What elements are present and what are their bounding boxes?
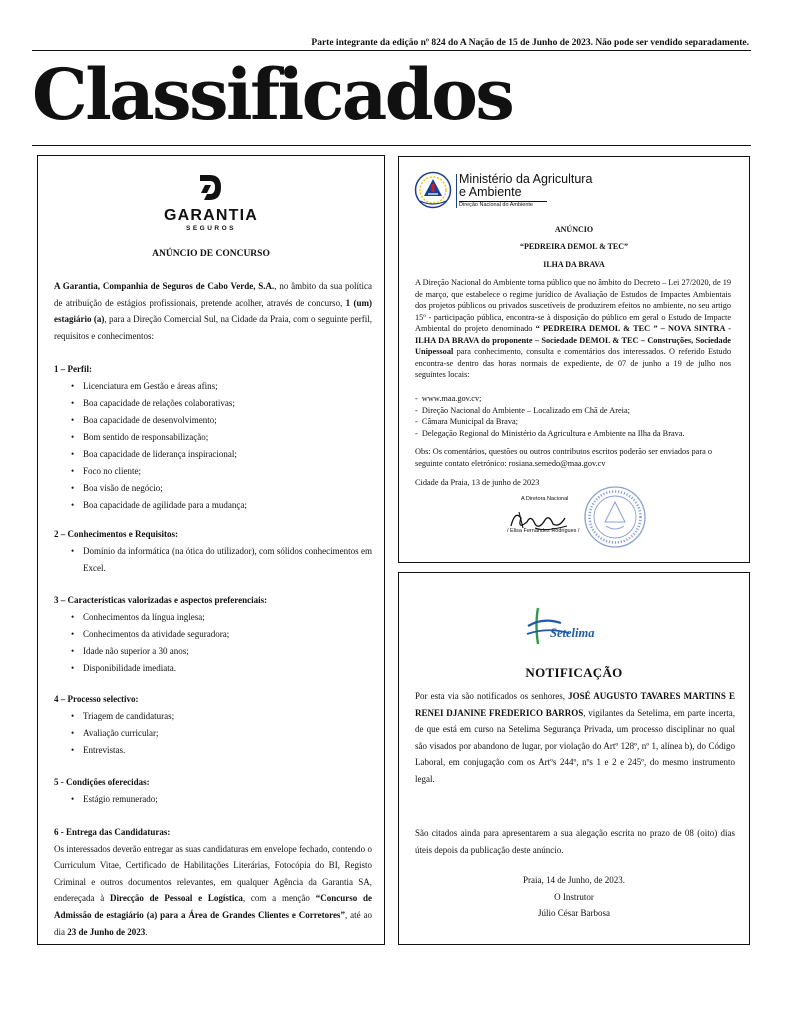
edition-note: Parte integrante da edição nº 824 do A Nação de 15 de Junho de 2023. Não pode ser vendido separadamente. bbox=[311, 38, 749, 48]
garantia-intro bbox=[54, 278, 372, 344]
cape-verde-emblem-icon bbox=[414, 171, 452, 209]
conditions-list bbox=[54, 791, 372, 808]
garantia-brand-sub: SEGUROS bbox=[185, 225, 236, 232]
garantia-section-3 bbox=[54, 592, 372, 677]
list-item: • Licenciatura em Gestão e áreas afins; bbox=[54, 378, 372, 395]
ministerio-project: “PEDREIRA DEMOL & TEC” bbox=[519, 242, 629, 251]
list-item: • Conhecimentos da atividade seguradora; bbox=[54, 626, 372, 643]
setelima-body bbox=[415, 688, 735, 788]
setelima-signoff bbox=[399, 872, 749, 922]
list-item: - www.maa.gov.cv; bbox=[415, 393, 731, 405]
garantia-section-5 bbox=[54, 774, 372, 808]
garantia-section-1 bbox=[54, 361, 372, 514]
list-item: • Avaliação curricular; bbox=[54, 725, 372, 742]
setelima-title: NOTIFICAÇÃO bbox=[525, 665, 623, 680]
list-item: • Estágio remunerado; bbox=[54, 791, 372, 808]
list-item: • Boa capacidade de desenvolvimento; bbox=[54, 412, 372, 429]
garantia-section-6 bbox=[54, 824, 372, 940]
setelima-signer: Júlio César Barbosa bbox=[538, 908, 610, 919]
setelima-date: Praia, 14 de Junho, de 2023. bbox=[523, 875, 625, 885]
list-item: • Boa capacidade de liderança inspiracional; bbox=[54, 446, 372, 463]
submission-deadline: 23 de Junho de 2023 bbox=[67, 926, 146, 937]
garantia-ad bbox=[37, 155, 385, 945]
preferences-list bbox=[54, 609, 372, 677]
list-item: • Idade não superior a 30 anos; bbox=[54, 643, 372, 660]
masthead-rule bbox=[32, 145, 751, 146]
setelima-body-text-1: Por esta via são notificados os senhores, bbox=[415, 691, 569, 701]
ministerio-name bbox=[459, 173, 592, 199]
garantia-logo-icon bbox=[198, 172, 224, 204]
garantia-intro-company: A Garantia, Companhia de Seguros de Cabo Verde, S.A. bbox=[54, 281, 275, 291]
submission-text-3: , até ao dia bbox=[54, 909, 373, 937]
process-list bbox=[54, 708, 372, 759]
section-title: 2 – Conhecimentos e Requisitos: bbox=[54, 529, 178, 539]
profile-list bbox=[54, 378, 372, 514]
ministerio-obs: Obs: Os comentários, questões ou outros contributos escritos poderão ser enviados para o seguinte contato eletrónico: rosiana.semedo@maa.gov.cv bbox=[415, 447, 713, 468]
list-item: - Câmara Municipal da Brava; bbox=[415, 416, 731, 428]
list-item: • Entrevistas. bbox=[54, 742, 372, 759]
submission-text-4: . bbox=[145, 926, 148, 937]
setelima-citation: São citados ainda para apresentarem a sua alegação escrita no prazo de 08 (oito) dias úteis depois da publicação deste anúncio. bbox=[415, 828, 735, 855]
setelima-notified-names: JOSÉ AUGUSTO TAVARES MARTINS E RENEI DJANINE FREDERICO BARROS bbox=[415, 691, 735, 718]
list-item: • Boa capacidade de agilidade para a mudança; bbox=[54, 497, 372, 514]
ministerio-name-line-1: Ministério da Agricultura bbox=[459, 172, 593, 186]
garantia-section-4 bbox=[54, 691, 372, 759]
masthead-title: Classificados bbox=[32, 53, 513, 136]
garantia-title: ANÚNCIO DE CONCURSO bbox=[152, 249, 270, 259]
ministerio-date: Cidade da Praia, 13 de junho de 2023 bbox=[415, 478, 540, 487]
submission-text-1: Os interessados deverão entregar as suas candidaturas em envelope fechado, contendo o Curriculum Vitae, Certificado de Habilitações Literárias, Fotocópia do BI, Registo Criminal e outros documentos relevantes, em qualquer Agência da Garantia SA, endereçada à bbox=[54, 843, 372, 904]
ministerio-ad bbox=[398, 156, 750, 563]
garantia-intro-text-1: , no âmbito da sua política de atribuição de estágios profissionais, pretende acolher, através de concurso, bbox=[54, 281, 372, 308]
section-title: 6 - Entrega das Candidaturas: bbox=[54, 827, 171, 837]
garantia-brand: GARANTIA bbox=[163, 207, 259, 224]
garantia-section-2 bbox=[54, 526, 372, 577]
list-item: • Conhecimentos da língua inglesa; bbox=[54, 609, 372, 626]
ministerio-body-text-2: para conhecimento, consulta e comentários dos interessados. O referido Estudo encontra-se dentro das horas normais de expediente, de 07 de junho a 19 de julho nos seguintes locais: bbox=[415, 347, 731, 379]
submission-reference: “Concurso de Admissão de estagiário (a) para a Área de Grandes Clientes e Corretores” bbox=[54, 893, 372, 920]
list-item: • Bom sentido de responsabilização; bbox=[54, 429, 372, 446]
list-item: - Delegação Regional do Ministério da Agricultura e Ambiente na Ilha da Brava. bbox=[415, 428, 731, 440]
list-item: - Direção Nacional do Ambiente – Localizado em Chã de Areia; bbox=[415, 405, 731, 417]
submission-text bbox=[54, 841, 372, 941]
garantia-intro-vacancy: 1 (um) estagiário (a) bbox=[54, 297, 372, 325]
signature-name: / Elisa Fernandes Rodrigues / bbox=[507, 528, 580, 534]
section-title: 3 – Características valorizadas e aspectos preferenciais: bbox=[54, 595, 268, 605]
submission-department: Direcção de Pessoal e Logística bbox=[110, 893, 243, 904]
list-item: • Triagem de candidaturas; bbox=[54, 708, 372, 725]
setelima-role: O Instrutor bbox=[554, 891, 594, 902]
section-title: 5 - Condições oferecidas: bbox=[54, 777, 150, 787]
section-title: 4 – Processo selectivo: bbox=[54, 694, 139, 704]
list-item: • Foco no cliente; bbox=[54, 463, 372, 480]
setelima-body-text-2: , vigilantes da Setelima, em parte incerta, de que está em curso na Setelima Segurança Privada, um processo disciplinar no qual são visados por abandono de lugar, por violação do Artº 128º, nº 1, alínea b), do Código Laboral, em conjugação com os Artºs 244º, nºs 1 e 2 e 245º, do mesmo instrumento legal. bbox=[415, 707, 735, 784]
ministerio-body bbox=[415, 277, 731, 381]
list-item: • Boa capacidade de relações colaborativas; bbox=[54, 395, 372, 412]
list-item: • Boa visão de negócio; bbox=[54, 480, 372, 497]
ministerio-body-text-1: A Direção Nacional do Ambiente torna público que no âmbito do Decreto – Lei 27/2020, de 19 de março, que estabelece o regime jurídico de Avaliação de Estudos de Impactes Ambientais dos projetos públicos ou privados suscetíveis de produzirem efeitos no ambiente, no seu artigo 15º - participação pública, encontra-se à disposição do público em geral o Estudo de Impacte Ambiental do projeto denominado bbox=[415, 278, 731, 333]
setelima-ad bbox=[398, 572, 750, 945]
ministerio-name-line-2: e Ambiente bbox=[459, 185, 522, 199]
setelima-brand: Setelima bbox=[550, 626, 595, 640]
list-item: • Disponibilidade imediata. bbox=[54, 660, 372, 677]
section-title: 1 – Perfil: bbox=[54, 364, 92, 374]
ministerio-body-project: “ PEDREIRA DEMOL & TEC ” – NOVA SINTRA - ILHA DA BRAVA do proponente – Sociedade DEMOL & TEC – Construções, Sociedade Unipessoal bbox=[415, 324, 731, 356]
official-stamp-icon bbox=[580, 484, 650, 550]
top-rule bbox=[32, 50, 751, 51]
submission-text-2: , com a menção bbox=[242, 893, 316, 904]
ministerio-divider bbox=[456, 174, 457, 208]
signature-title: A Diretora Nacional bbox=[521, 496, 569, 502]
ministerio-sub: Direção Nacional do Ambiente bbox=[459, 202, 533, 208]
ministerio-title: ANÚNCIO bbox=[554, 225, 594, 234]
consultation-locations bbox=[415, 393, 731, 439]
garantia-intro-text-2: , para a Direção Comercial Sul, na Cidade da Praia, com o seguinte perfil, requisitos e conhecimentos: bbox=[54, 314, 373, 341]
ministerio-place: ILHA DA BRAVA bbox=[543, 260, 605, 269]
list-item: • Domínio da informática (na ótica do utilizador), com sólidos conhecimentos em Excel. bbox=[54, 543, 372, 577]
requirements-list bbox=[54, 543, 372, 577]
